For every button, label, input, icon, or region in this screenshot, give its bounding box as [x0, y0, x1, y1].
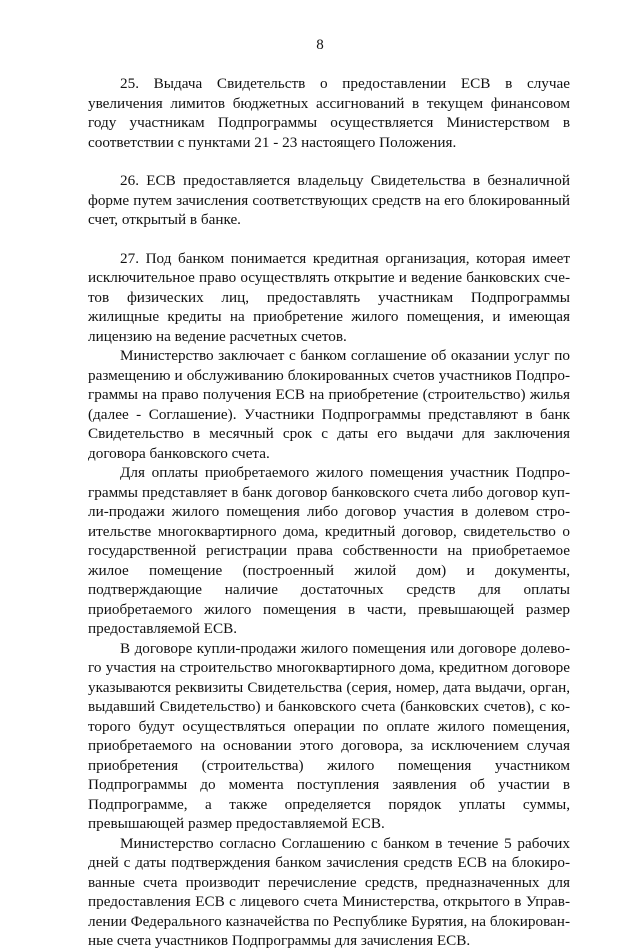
paragraph-25: 25. Выдача Свидетельств о предоставлении ЕСВ в случае увеличения лимитов бюджетных ассигнований в текущем финансовом году участникам Подпрограммы осуществляется Министерством в соответствии с пунктами 21 - 23 настоящего Положения.: [88, 75, 570, 151]
paragraph-fund-transfer: Министерство согласно Соглашению с банком в течение 5 рабочих дней с даты подтверждения банком зачисления средств ЕСВ на блокированные счета производит перечисление средств, предназначенных для предоставления ЕСВ с лицевого счета Министерства, открытого в Управлении Федерального казначейства по Республике Бурятия, на блокированные счета участников Подпрограммы для зачисления ЕСВ.: [88, 834, 570, 949]
page-number: 8: [316, 37, 324, 53]
document-body: [88, 74, 570, 951]
paragraph-agreement: Министерство заключает с банком соглашение об оказании услуг по размещению и обслуживанию блокированных счетов участников Подпрограммы на право получения ЕСВ на приобретение (строительство) жилья (далее - Соглашение). Участники Подпрограммы представляют в банк Свидетельство в месячный срок с даты его выдачи для заключения договора банковского счета.: [88, 347, 570, 462]
paragraph-payment-documents: Для оплаты приобретаемого жилого помещения участник Подпрограммы представляет в банк договор банковского счета либо договор купли-продажи жилого помещения либо договор участия в долевом строительстве многоквартирного дома, кредитный договор, свидетельство о государственной регистрации права собственности на приобретаемое жилое помещение (построенный жилой дом) и документы, подтверждающие наличие достаточных средств для оплаты приобретаемого жилого помещения в части, превышающей размер предоставляемой ЕСВ.: [88, 464, 570, 637]
paragraph-26: 26. ЕСВ предоставляется владельцу Свидетельства в безналичной форме путем зачисления соответствующих средств на его блокированный счет, открытый в банке.: [88, 172, 570, 228]
paragraph-contract-details: В договоре купли-продажи жилого помещения или договоре долевого участия на строительство многоквартирного дома, кредитном договоре указываются реквизиты Свидетельства (серия, номер, дата выдачи, орган, выдавший Свидетельство) и банковского счета (банковских счетов), с которого будут осуществляться операции по оплате жилого помещения, приобретаемого на основании этого договора, за исключением случая приобретения (строительства) жилого помещения участником Подпрограммы до момента поступления заявления об участии в Подпрограмме, а также определяется порядок уплаты суммы, превышающей размер предоставляемой ЕСВ.: [88, 639, 570, 832]
paragraph-27: 27. Под банком понимается кредитная организация, которая имеет исключительное право осуществлять открытие и ведение банковских счетов физических лиц, предоставлять участникам Подпрограммы жилищные кредиты на приобретение жилого помещения, и имеющая лицензию на ведение расчетных счетов.: [88, 249, 570, 345]
